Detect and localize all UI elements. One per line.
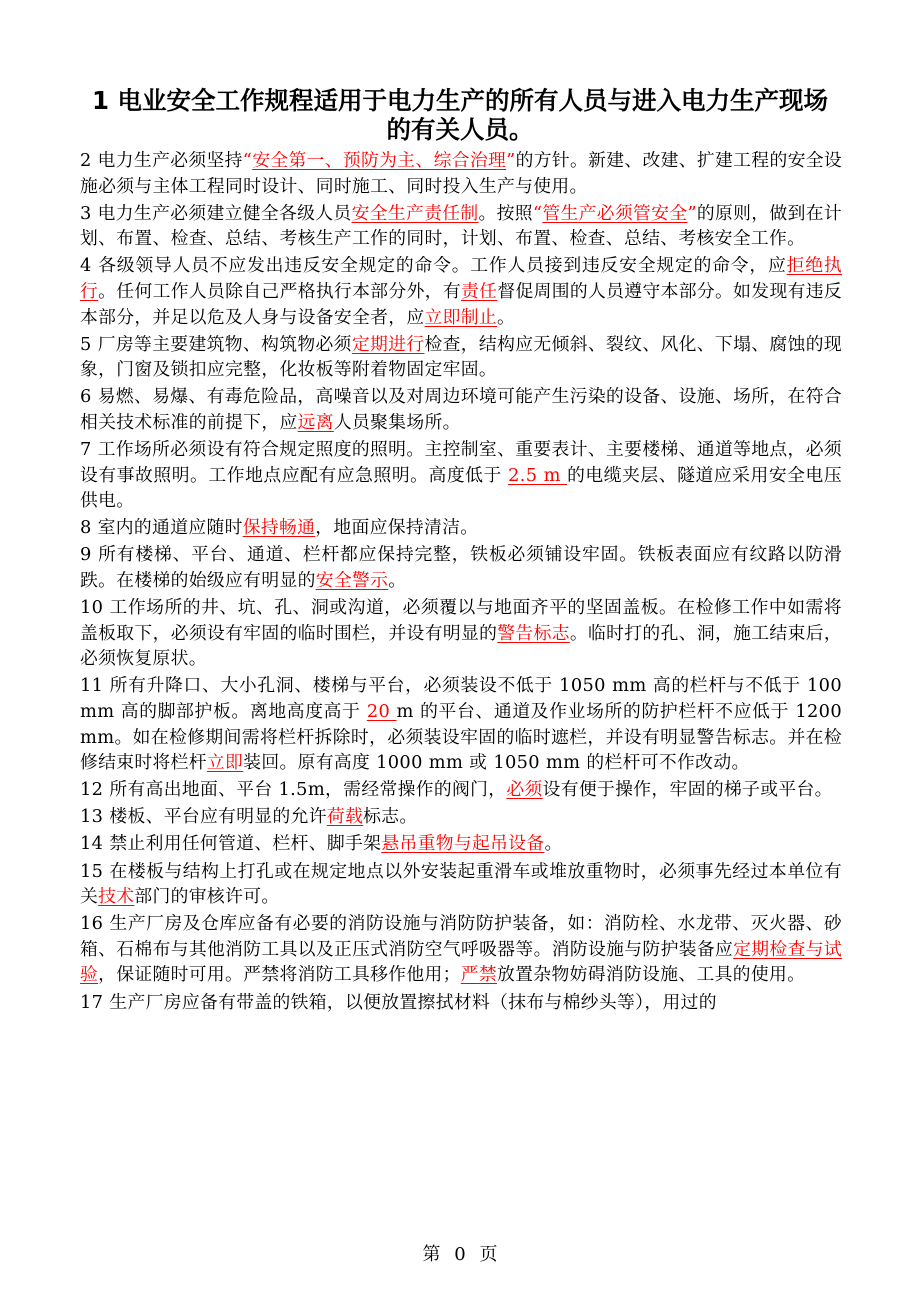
highlighted-term: 保持畅通 (242, 517, 316, 539)
paragraph-text: 6 易燃、易爆、有毒危险品，高噪音以及对周边环境可能产生污染的设备、设施、场所，在符合相关技术标准的前提下，应 (80, 386, 842, 433)
paragraph-text: 。按照 (478, 202, 533, 224)
paragraph (80, 253, 842, 330)
paragraph-text: 15 在楼板与结构上打孔或在规定地点以外安装起重滑车或堆放重物时，必须事先经过本单位有关 (80, 860, 842, 908)
paragraph (80, 911, 842, 988)
paragraph-text: 14 禁止利用任何管道、栏杆、脚手架 (80, 833, 382, 855)
paragraph-text: 9 所有楼梯、平台、通道、栏杆都应保持完整，铁板必须铺设牢固。铁板表面应有纹路以防滑跌。在楼梯的始级应有明显的 (80, 544, 842, 591)
paragraph-text: 4 各级领导人员不应发出违反安全规定的命令。工作人员接到违反安全规定的命令，应 (80, 255, 787, 277)
document-title: 1 电业安全工作规程适用于电力生产的所有人员与进入电力生产现场的有关人员。 (91, 86, 829, 144)
paragraph-text: 7 工作场所必须设有符合规定照度的照明。主控制室、重要表计、主要楼梯、通道等地点，必须设有事故照明。工作地点应配有应急照明。高度低于 (80, 439, 842, 486)
quote-mark: “ (532, 202, 543, 224)
highlighted-term: 2.5 m (508, 464, 568, 486)
highlighted-term: 安全生产责任制 (351, 202, 479, 224)
highlighted-term: 立即制止 (424, 306, 498, 328)
paragraph-text: 的方针。新建、改建、扩建工程的安全设施必须与主体工程同时设计、同时施工、同时投入生产与使用。 (80, 150, 842, 197)
quote-mark: “ (242, 150, 253, 171)
paragraph-text: 。临时打的孔、洞，施工结束后，必须恢复原状。 (80, 622, 842, 670)
page-footer-suffix: 页 (479, 1244, 498, 1265)
highlighted-term: 立即 (206, 752, 244, 774)
paragraph (80, 673, 842, 775)
paragraph-text: 。 (497, 306, 516, 328)
highlighted-term: 拒绝执行 (80, 255, 842, 302)
document-body (80, 148, 842, 1017)
paragraph-text: 检查，结构应无倾斜、裂纹、风化、下塌、腐蚀的现象，门窗及锁扣应完整，化妆板等附着物固定牢固。 (80, 333, 842, 381)
quote-mark: ” (687, 202, 697, 224)
paragraph (80, 859, 842, 910)
paragraph-text: 13 楼板、平台应有明显的允许 (80, 806, 327, 828)
highlighted-term: 远离 (297, 411, 334, 433)
paragraph (80, 595, 842, 672)
paragraph-text: 标志。 (363, 806, 418, 828)
paragraph-text: 部门的审核许可。 (134, 886, 280, 908)
paragraph-text: ，地面应保持清洁。 (315, 517, 479, 539)
paragraph-text: 的原则，做到在计划、布置、检查、总结、考核生产工作的同时，计划、布置、检查、总结、考核安全工作。 (80, 202, 842, 250)
paragraph-text: 8 室内的通道应随时 (80, 517, 243, 539)
paragraph-text: 5 厂房等主要建筑物、构筑物必须 (80, 333, 352, 355)
paragraph (80, 831, 842, 857)
quote-mark: ” (506, 150, 516, 171)
page-footer (0, 1244, 920, 1266)
paragraph-text: 督促周围的人员遵守本部分。如发现有违反本部分，并足以危及人身与设备安全者，应 (80, 280, 843, 328)
paragraph (80, 332, 842, 383)
paragraph-text: 。任何工作人员除自己严格执行本部分外，有 (98, 280, 462, 302)
highlighted-term: 定期进行 (351, 333, 425, 355)
paragraph-text: 10 工作场所的井、坑、孔、洞或沟道，必须覆以与地面齐平的坚固盖板。在检修工作中如需将盖板取下，必须设有牢固的临时围栏，并设有明显的 (80, 597, 842, 644)
paragraph-text: 人员聚集场所。 (333, 411, 461, 433)
paragraph-text: 设有便于操作，牢固的梯子或平台。 (542, 779, 833, 801)
paragraph (80, 515, 842, 541)
paragraph (80, 201, 842, 252)
paragraph-text: m 的平台、通道及作业场所的防护栏杆不应低于 1200 mm。如在检修期间需将栏杆拆除时，必须装设牢固的临时遮栏，并设有明显警告标志。并在检修结束时将栏杆 (80, 700, 843, 774)
highlighted-term: 安全警示 (315, 570, 389, 591)
paragraph-text: 。 (544, 833, 563, 855)
paragraph (80, 804, 842, 830)
highlighted-term: 预防为主、 (342, 150, 434, 171)
paragraph-text: 2 电力生产必须坚持 (80, 150, 243, 171)
page-footer-prefix: 第 (422, 1244, 441, 1265)
paragraph (80, 148, 842, 199)
paragraph-text: 放置杂物妨碍消防设施、工具的使用。 (497, 964, 806, 986)
paragraph (80, 542, 842, 593)
highlighted-term: 综合治理 (433, 150, 507, 171)
highlighted-term: 责任 (461, 280, 498, 302)
paragraph-text: 11 所有升降口、大小孔洞、楼梯与平台，必须装设不低于 1050 mm 高的栏杆与不低于 100 mm 高的脚部护板。离地高度高于 (80, 675, 842, 722)
paragraph (80, 777, 842, 803)
paragraph-text: 的电缆夹层、隧道应采用安全电压供电。 (80, 464, 842, 512)
paragraph-text: 16 生产厂房及仓库应备有必要的消防设施与消防防护装备，如：消防栓、水龙带、灭火器、砂箱、石棉布与其他消防工具以及正压式消防空气呼吸器等。消防设施与防护装备应 (80, 913, 842, 960)
paragraph (80, 990, 842, 1016)
highlighted-term: 技术 (98, 886, 135, 908)
highlighted-term: 严禁 (460, 964, 498, 986)
highlighted-term: 荷载 (326, 806, 364, 828)
paragraph-text: 。 (388, 570, 407, 591)
highlighted-term: 定期检查与试验 (80, 938, 842, 986)
highlighted-term: 安全第一、 (252, 150, 343, 171)
highlighted-term: 管生产必须管安全 (542, 202, 688, 224)
highlighted-term: 警告标志 (497, 622, 570, 644)
paragraph-text: 17 生产厂房应备有带盖的铁箱，以便放置擦拭材料（抹布与棉纱头等），用过的 (80, 991, 717, 1013)
highlighted-term: 必须 (506, 779, 543, 801)
highlighted-term: 20 (366, 700, 397, 722)
paragraph-text: 装回。原有高度 1000 mm 或 1050 mm 的栏杆可不作改动。 (243, 752, 750, 774)
paragraph (80, 384, 842, 435)
paragraph-text: 12 所有高出地面、平台 1.5m，需经常操作的阀门， (80, 779, 507, 801)
paragraph-text: ，保证随时可用。严禁将消防工具移作他用； (98, 964, 461, 986)
paragraph-text: 3 电力生产必须建立健全各级人员 (80, 202, 352, 224)
paragraph (80, 437, 842, 514)
highlighted-term: 悬吊重物与起吊设备 (381, 833, 545, 855)
page-number: 0 (454, 1244, 466, 1265)
